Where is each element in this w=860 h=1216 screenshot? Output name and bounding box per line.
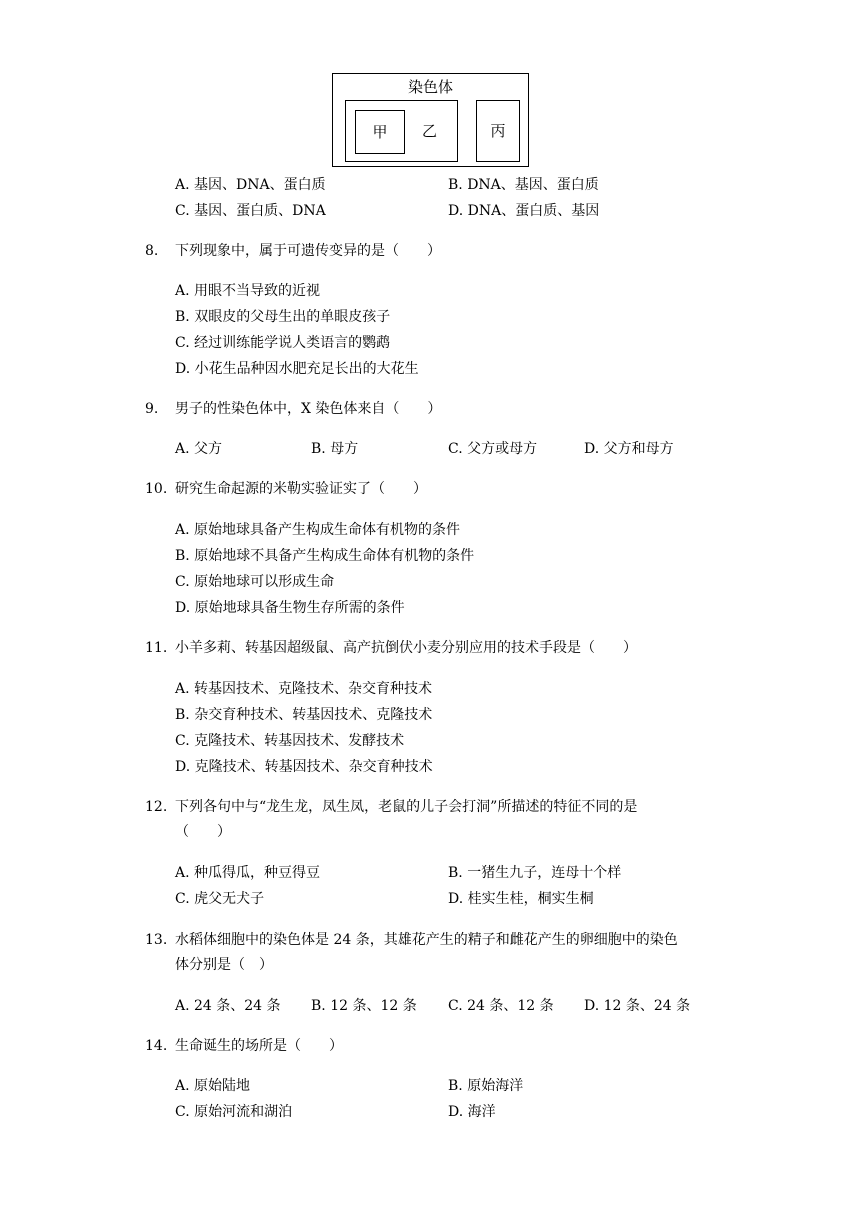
q10-stem: 研究生命起源的米勒实验证实了（ ） xyxy=(175,481,427,497)
q8-number: 8. xyxy=(145,243,159,259)
q8-option-b: B. 双眼皮的父母生出的单眼皮孩子 xyxy=(175,309,391,325)
q10-number: 10. xyxy=(145,481,168,497)
q13-number: 13. xyxy=(145,932,168,948)
q12-option-b: B. 一猪生九子，连母十个样 xyxy=(448,865,622,881)
q13-option-a: A. 24 条、24 条 xyxy=(175,998,281,1014)
q10-option-b: B. 原始地球不具备产生构成生命体有机物的条件 xyxy=(175,548,475,564)
diagram-box-jia: 甲 xyxy=(355,110,405,154)
q8-option-a: A. 用眼不当导致的近视 xyxy=(175,283,321,299)
q14-number: 14. xyxy=(145,1038,168,1054)
q14-option-d: D. 海洋 xyxy=(448,1104,496,1120)
q13-option-d: D. 12 条、24 条 xyxy=(584,998,691,1014)
q9-stem: 男子的性染色体中，X 染色体来自（ ） xyxy=(175,401,442,417)
q10-option-a: A. 原始地球具备产生构成生命体有机物的条件 xyxy=(175,522,461,538)
q12-option-d: D. 桂实生桂，桐实生桐 xyxy=(448,891,594,907)
q12-stem-line1: 下列各句中与“龙生龙，凤生凤，老鼠的儿子会打洞”所描述的特征不同的是 xyxy=(175,799,638,815)
q13-option-b: B. 12 条、12 条 xyxy=(311,998,417,1014)
q8-option-d: D. 小花生品种因水肥充足长出的大花生 xyxy=(175,361,419,377)
q14-option-c: C. 原始河流和湖泊 xyxy=(175,1104,293,1120)
q12-option-c: C. 虎父无犬子 xyxy=(175,891,265,907)
q7-option-a: A. 基因、DNA、蛋白质 xyxy=(175,177,326,193)
q9-option-b: B. 母方 xyxy=(311,441,359,457)
q7-option-d: D. DNA、蛋白质、基因 xyxy=(448,203,600,219)
q12-option-a: A. 种瓜得瓜，种豆得豆 xyxy=(175,865,321,881)
q14-option-b: B. 原始海洋 xyxy=(448,1078,524,1094)
chromosome-diagram xyxy=(332,73,529,167)
q7-option-c: C. 基因、蛋白质、DNA xyxy=(175,203,326,219)
q11-option-c: C. 克隆技术、转基因技术、发酵技术 xyxy=(175,733,405,749)
q12-number: 12. xyxy=(145,799,168,815)
q11-stem: 小羊多莉、转基因超级鼠、高产抗倒伏小麦分别应用的技术手段是（ ） xyxy=(175,640,637,656)
q9-option-d: D. 父方和母方 xyxy=(584,441,674,457)
q13-stem-line2: 体分别是（ ） xyxy=(175,957,273,973)
q9-option-c: C. 父方或母方 xyxy=(448,441,538,457)
q10-option-d: D. 原始地球具备生物生存所需的条件 xyxy=(175,600,405,616)
q8-stem: 下列现象中，属于可遗传变异的是（ ） xyxy=(175,243,441,259)
q13-option-c: C. 24 条、12 条 xyxy=(448,998,554,1014)
q11-option-a: A. 转基因技术、克隆技术、杂交育种技术 xyxy=(175,681,433,697)
diagram-box-bing: 丙 xyxy=(476,100,520,162)
q14-option-a: A. 原始陆地 xyxy=(175,1078,251,1094)
q14-stem: 生命诞生的场所是（ ） xyxy=(175,1038,343,1054)
diagram-label-yi: 乙 xyxy=(422,122,438,140)
q9-option-a: A. 父方 xyxy=(175,441,223,457)
q8-option-c: C. 经过训练能学说人类语言的鹦鹉 xyxy=(175,335,391,351)
q9-number: 9. xyxy=(145,401,159,417)
q13-stem-line1: 水稻体细胞中的染色体是 24 条，其雄花产生的精子和雌花产生的卵细胞中的染色 xyxy=(175,932,678,948)
q12-stem-line2: （ ） xyxy=(175,824,231,840)
q7-option-b: B. DNA、基因、蛋白质 xyxy=(448,177,599,193)
q11-option-d: D. 克隆技术、转基因技术、杂交育种技术 xyxy=(175,759,433,775)
q11-number: 11. xyxy=(145,640,168,656)
q10-option-c: C. 原始地球可以形成生命 xyxy=(175,574,335,590)
diagram-title: 染色体 xyxy=(407,78,453,96)
q11-option-b: B. 杂交育种技术、转基因技术、克隆技术 xyxy=(175,707,433,723)
diagram-box-yi xyxy=(345,100,458,162)
